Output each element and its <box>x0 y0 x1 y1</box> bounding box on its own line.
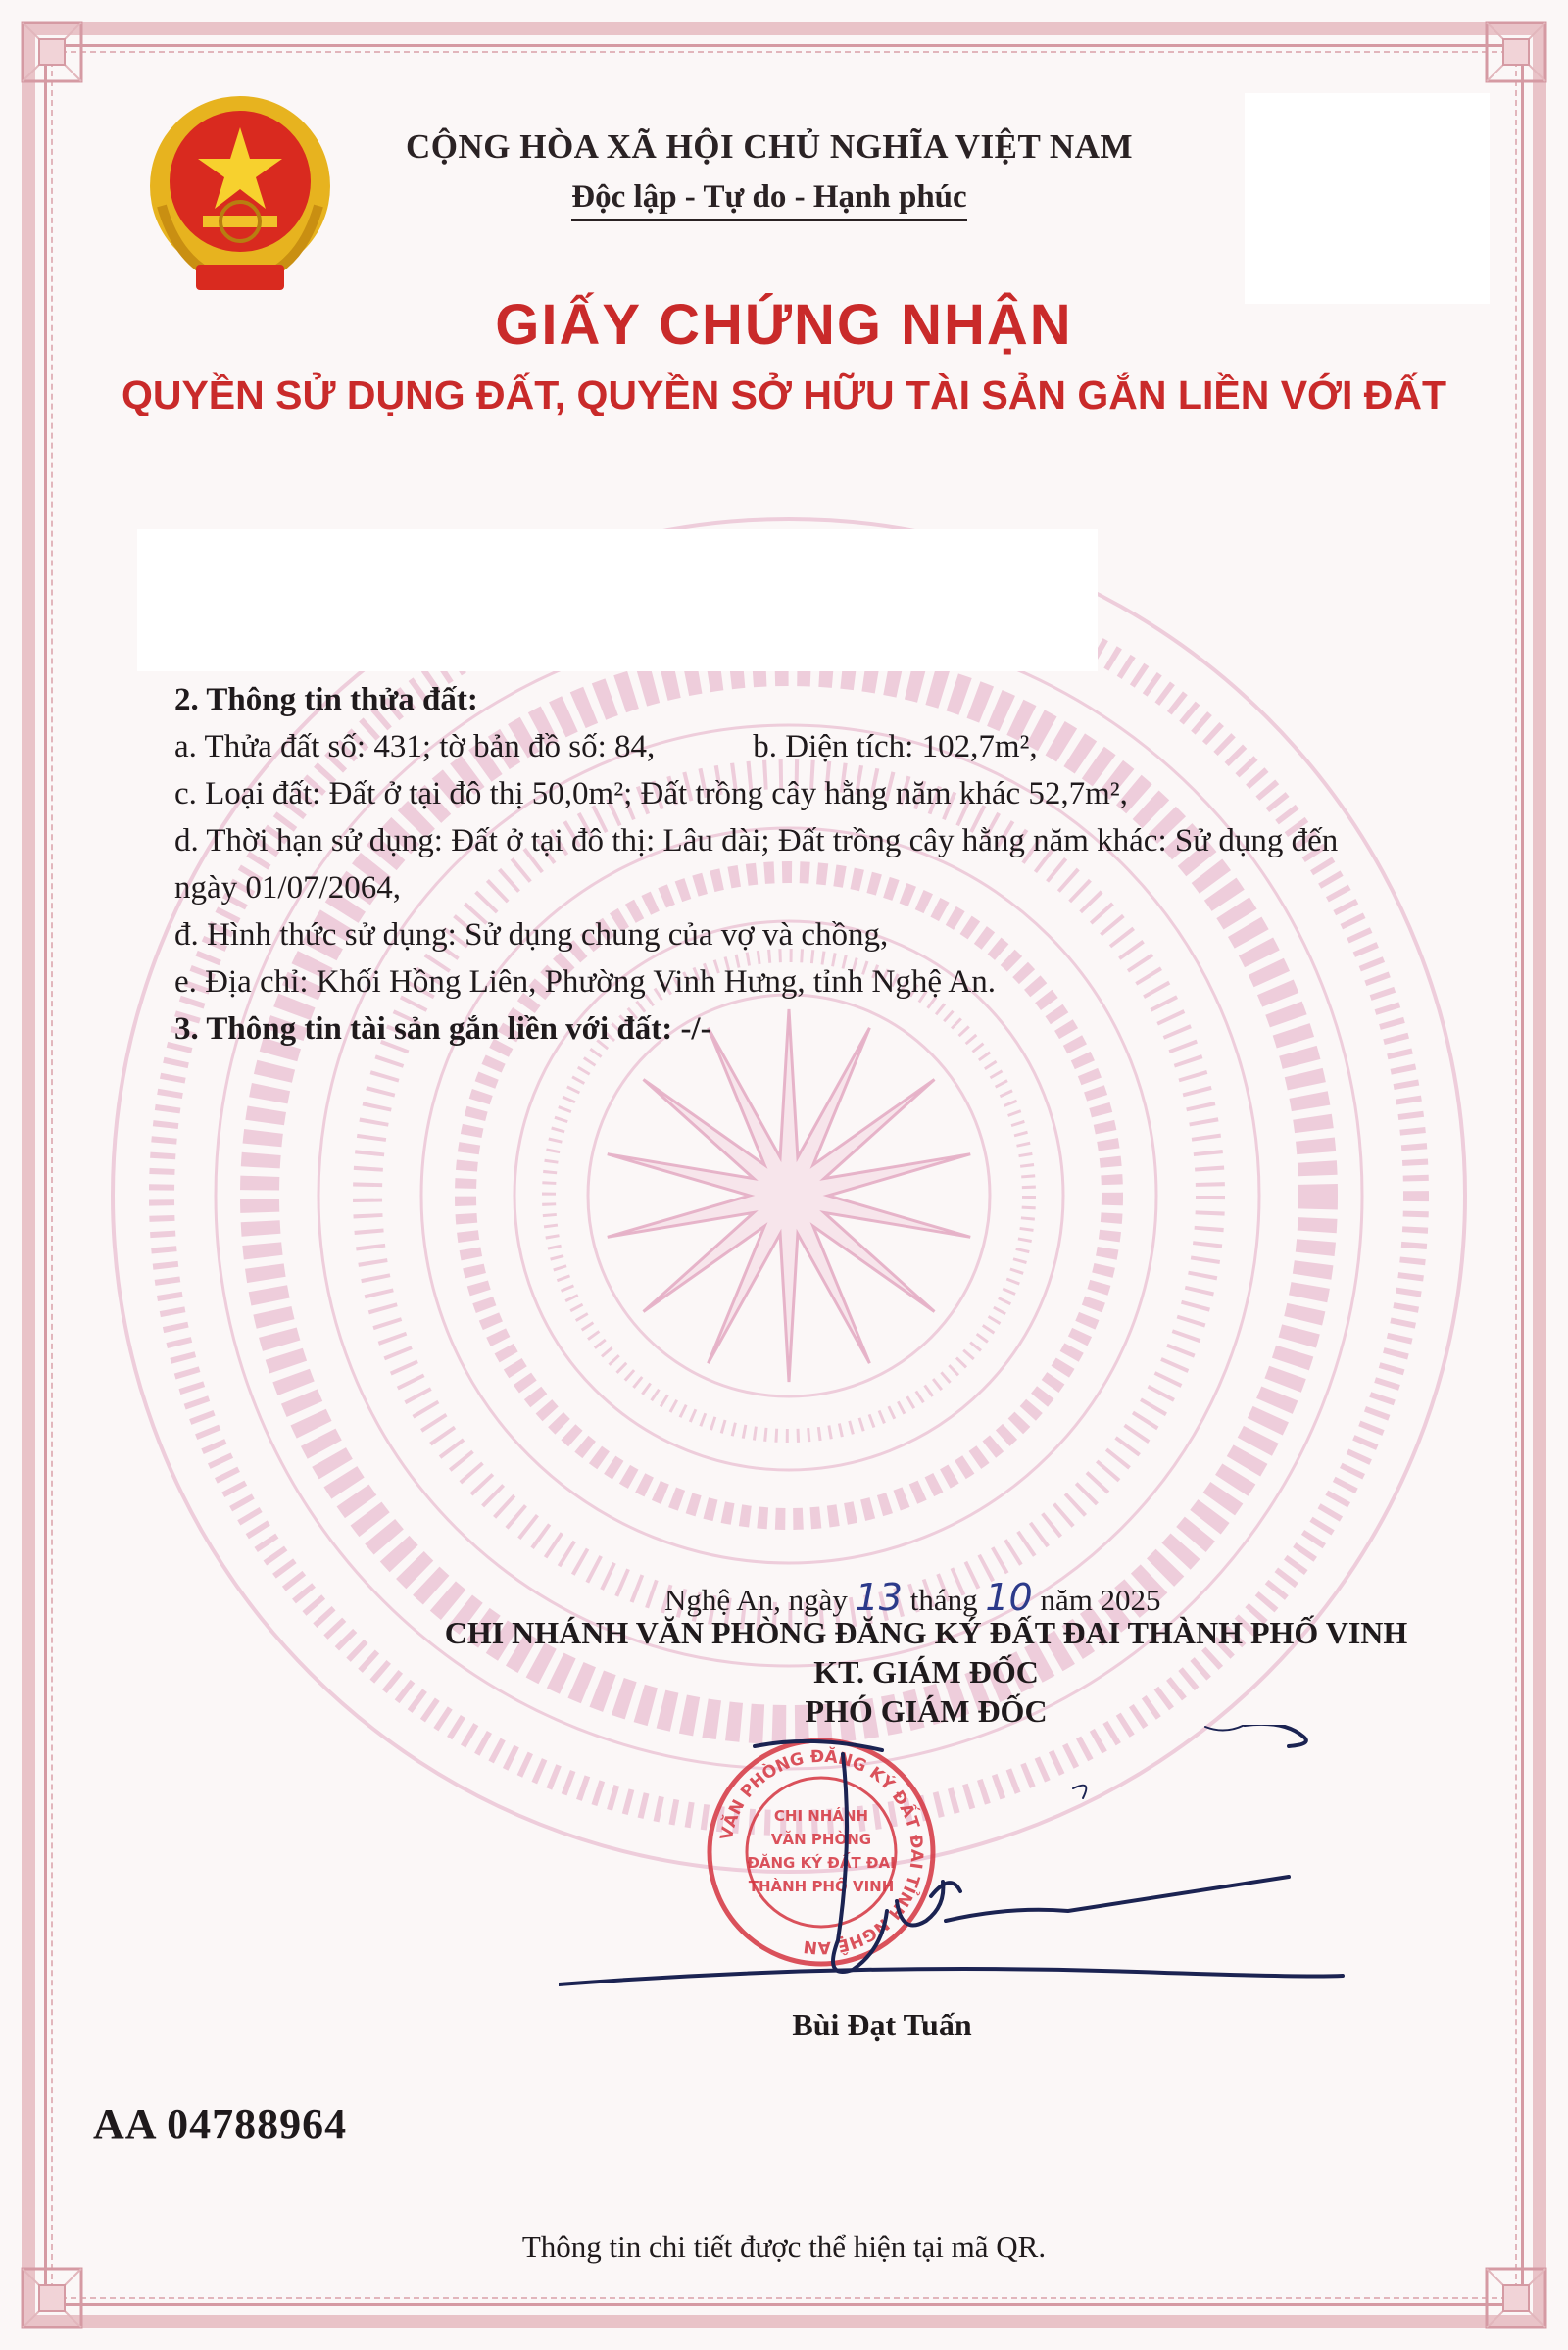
national-motto: Độc lập - Tự do - Hạnh phúc <box>372 179 1166 216</box>
signing-month: 10 <box>985 1576 1033 1619</box>
land-address: e. Địa chỉ: Khối Hồng Liên, Phường Vinh Hưng, tỉnh Nghệ An. <box>174 964 996 1000</box>
parcel-number: a. Thửa đất số: 431; tờ bản đồ số: 84, <box>174 729 656 764</box>
svg-text:ĐĂNG KÝ ĐẤT ĐAI: ĐĂNG KÝ ĐẤT ĐAI <box>747 1854 896 1872</box>
country-name: CỘNG HÒA XÃ HỘI CHỦ NGHĨA VIỆT NAM <box>405 127 1134 166</box>
certificate-subtitle: QUYỀN SỬ DỤNG ĐẤT, QUYỀN SỞ HỮU TÀI SẢN GẮN LIỀN VỚI ĐẤT <box>121 372 1447 417</box>
usage-form: đ. Hình thức sử dụng: Sử dụng chung của vợ và chồng, <box>174 917 889 953</box>
certificate-title: GIẤY CHỨNG NHẬN <box>495 293 1073 357</box>
svg-text:VĂN PHÒNG: VĂN PHÒNG <box>770 1831 872 1848</box>
handwritten-signature <box>559 1725 1548 2009</box>
svg-text:VĂN PHÒNG ĐĂNG KÝ ĐẤT ĐAI TỈNH: VĂN PHÒNG ĐĂNG KÝ ĐẤT ĐAI TỈNH NGHỆ AN <box>716 1746 927 1958</box>
svg-text:CHI NHÁNH: CHI NHÁNH <box>773 1807 869 1825</box>
director-title: KT. GIÁM ĐỐC <box>813 1654 1039 1689</box>
usage-duration: d. Thời hạn sử dụng: Đất ở tại đô thị: Lâu dài; Đất trồng cây hằng năm khác: Sử dụng đến <box>174 823 1339 858</box>
assets-heading: 3. Thông tin tài sản gắn liền với đất: -/- <box>174 1011 711 1047</box>
corner-ornament-icon <box>1482 2264 1550 2332</box>
issuing-office: CHI NHÁNH VĂN PHÒNG ĐĂNG KÝ ĐẤT ĐAI THÀNH PHỐ VINH <box>444 1615 1408 1650</box>
redacted-area <box>1245 93 1490 304</box>
corner-ornament-icon <box>18 2264 86 2332</box>
land-info-parcel-row <box>174 723 1399 770</box>
signer-name: Bùi Đạt Tuấn <box>792 2007 972 2042</box>
land-area: b. Diện tích: 102,7m², <box>753 729 1038 764</box>
signing-day: 13 <box>855 1576 903 1619</box>
footer-qr-note: Thông tin chi tiết được thể hiện tại mã QR. <box>521 2229 1047 2264</box>
signing-date: Nghệ An, ngày 13 tháng 10 năm 2025 <box>664 1576 1161 1619</box>
deputy-director-title: PHÓ GIÁM ĐỐC <box>805 1693 1048 1729</box>
corner-ornament-icon <box>18 18 86 86</box>
svg-text:THÀNH PHỐ VINH: THÀNH PHỐ VINH <box>748 1878 895 1895</box>
usage-duration-end: ngày 01/07/2064, <box>174 870 401 906</box>
redacted-owner-info <box>137 529 1098 671</box>
corner-ornament-icon <box>1482 18 1550 86</box>
land-type: c. Loại đất: Đất ở tại đô thị 50,0m²; Đất trồng cây hằng năm khác 52,7m², <box>174 776 1128 811</box>
serial-number: AA 04788964 <box>93 2100 348 2148</box>
national-emblem-icon <box>142 88 338 299</box>
land-info-heading: 2. Thông tin thửa đất: <box>174 682 478 717</box>
land-info-section <box>174 676 1399 1053</box>
drum-star-icon <box>608 1009 970 1382</box>
